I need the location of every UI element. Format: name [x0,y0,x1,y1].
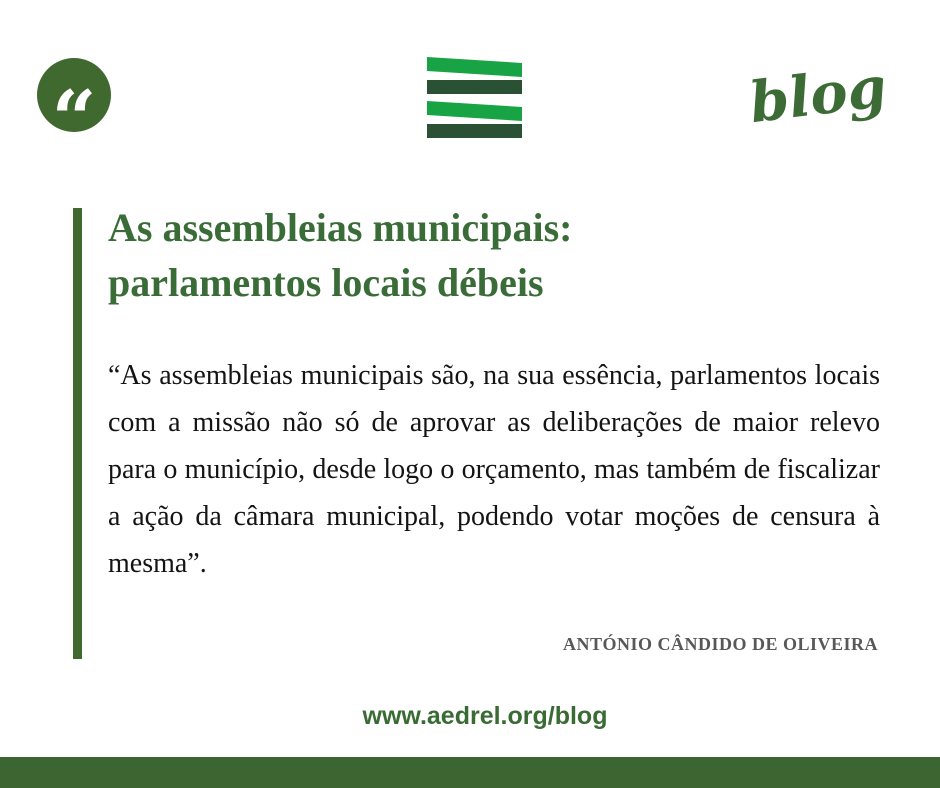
quote-badge [37,58,111,165]
quote-paragraph: “As assembleias municipais são, na sua essência, parlamentos locais com a missão não só de aprovar as deliberações de maior relevo para o município, desde logo o orçamento, mas também de fiscalizar a ação da câmara municipal, podendo votar moções de censura à mesma”. [108,360,880,579]
page-title-line-2: parlamentos locais débeis [108,260,544,305]
bottom-brand-bar [0,757,940,788]
logo-stripe-bright-top-icon [427,57,522,77]
author-attribution: ANTÓNIO CÂNDIDO DE OLIVEIRA [562,634,878,654]
footer-url: www.aedrel.org/blog [362,702,608,730]
logo-stripe-dark-upper-icon [427,80,522,94]
quotation-marks-icon: “ [51,74,97,165]
logo-stripe-bright-lower-icon [427,101,522,121]
page-title-line-1: As assembleias municipais: [108,205,573,250]
logo-stripe-dark-bottom-icon [427,124,522,138]
aedrel-stripes-logo [427,57,522,138]
page-title [108,200,573,310]
blog-script-label: blog [746,53,890,137]
title-accent-bar [73,208,82,659]
